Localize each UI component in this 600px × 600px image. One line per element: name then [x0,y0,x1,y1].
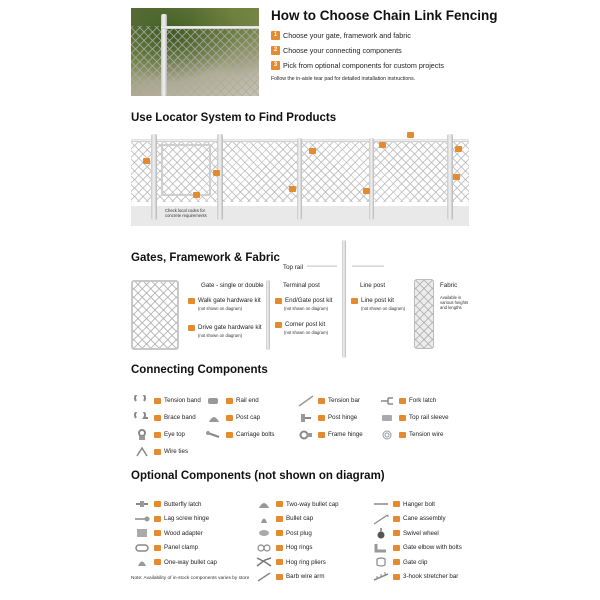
list-item [372,512,462,527]
locator-badge [393,545,400,551]
list-item [133,392,201,409]
locator-badge [393,574,400,580]
fabric-label: Fabric [440,282,458,289]
wire-ties-icon [133,446,151,458]
list-item [133,541,217,556]
post-plug-icon [255,527,273,539]
optional-col-2 [255,497,339,584]
locator-badge [399,398,406,404]
list-item [372,570,462,585]
item-label: Frame hinge [328,431,363,438]
end-gate-kit-label: End/Gate post kit [285,297,333,304]
page-title: How to Choose Chain Link Fencing [271,8,498,23]
bullet-cap-icon [255,513,273,525]
top-rail-image [307,265,337,267]
list-item [255,497,339,512]
locator-badge [399,415,406,421]
item-label: Panel clamp [164,544,199,552]
item-label: Post cap [236,414,261,421]
fabric-roll-image [414,279,434,349]
corner-post-kit-note: (not shown on diagram) [284,330,328,335]
top-rail-label: Top rail [283,264,303,271]
locator-badge [318,415,325,421]
step-2 [271,43,444,58]
list-item [133,526,217,541]
list-item [378,409,449,426]
locator-badge [318,432,325,438]
item-label: Cane assembly [403,515,446,523]
locator-badge [276,516,283,522]
locator-badge [154,559,161,565]
tension-wire-icon [378,429,396,441]
item-label: Top rail sleeve [409,414,449,421]
list-item [372,555,462,570]
locator-badge [154,432,161,438]
item-label: Gate elbow with bolts [403,544,462,552]
locator-badge [188,325,195,331]
eye-top-icon [133,429,151,441]
item-label: Wire ties [164,448,189,455]
fork-latch-icon [378,395,396,407]
list-item [255,512,339,527]
swivel-wheel-icon [372,527,390,539]
optional-title: Optional Components (not shown on diagram) [131,470,385,482]
locator-badge [276,574,283,580]
list-item [133,409,201,426]
list-item [133,426,201,443]
locator-badge [276,545,283,551]
list-item [133,555,217,570]
cane-assembly-icon [372,513,390,525]
list-item [297,409,363,426]
list-item [255,541,339,556]
terminal-post-label: Terminal post [283,282,320,289]
carriage-bolts-icon [205,429,223,441]
barb-wire-arm-icon [255,571,273,583]
stretcher-bar-icon [372,571,390,583]
list-item [133,512,217,527]
terminal-post-image [266,280,270,350]
connecting-col-3 [297,392,363,443]
gates-title: Gates, Framework & Fabric [131,252,280,264]
tension-bar-icon [297,395,315,407]
locator-badge [393,530,400,536]
locator-title: Use Locator System to Find Products [131,112,337,124]
line-post-kit [351,297,394,304]
line-post-label: Line post [360,282,386,289]
list-item [133,443,201,460]
lag-screw-hinge-icon [133,513,151,525]
item-label: One-way bullet cap [164,558,217,566]
locator-badge [154,415,161,421]
end-gate-kit [275,297,332,304]
item-label: Two-way bullet cap [286,500,339,508]
locator-badge [226,432,233,438]
locator-badge [318,398,325,404]
gate-clip-icon [372,556,390,568]
post-hinge-icon [297,412,315,424]
locator-badge [399,432,406,438]
list-item [255,526,339,541]
item-label: Barb wire arm [286,573,325,581]
locator-badge [226,398,233,404]
hog-rings-icon [255,542,273,554]
item-label: Lag screw hinge [164,515,210,523]
item-label: Hog ring pliers [286,558,326,566]
drive-gate-kit-note: (not shown on diagram) [198,333,242,338]
fence-diagram [131,130,469,226]
install-note: Follow the in-aisle tear pad for detailed installation instructions. [271,76,416,82]
top-rail-image-2 [352,265,384,267]
tension-band-icon [133,395,151,407]
step-number: 1 [271,31,280,40]
locator-badge [393,516,400,522]
list-item [378,426,449,443]
corner-post-kit-label: Corner post kit [285,321,326,328]
list-item [133,497,217,512]
butterfly-latch-icon [133,498,151,510]
step-number: 3 [271,61,280,70]
item-label: Fork latch [409,397,437,404]
walk-gate-kit-label: Walk gate hardware kit [198,297,261,304]
item-label: Tension band [164,397,201,404]
locator-badge [275,298,282,304]
item-label: Rail end [236,397,259,404]
top-rail-sleeve-icon [378,412,396,424]
optional-col-1 [133,497,217,570]
locator-badge [351,298,358,304]
step-text: Choose your gate, framework and fabric [283,31,411,40]
list-item [372,526,462,541]
step-3 [271,58,444,73]
rail-end-icon [205,395,223,407]
line-post-kit-note: (not shown on diagram) [361,306,405,311]
one-way-bullet-cap-icon [133,556,151,568]
step-1 [271,28,444,43]
locator-badge [275,322,282,328]
item-label: Post plug [286,529,312,537]
item-label: Tension wire [409,431,444,438]
item-label: Wood adapter [164,529,203,537]
locator-badge [154,530,161,536]
corner-post-kit [275,321,325,328]
item-label: Tension bar [328,397,360,404]
list-item [205,409,275,426]
drive-gate-kit [188,324,262,331]
locator-badge [393,559,400,565]
brace-band-icon [133,412,151,424]
locator-badge [226,415,233,421]
fabric-note-1: Available in [440,295,462,300]
two-way-bullet-cap-icon [255,498,273,510]
drive-gate-kit-label: Drive gate hardware kit [198,324,262,331]
connecting-col-2 [205,392,275,443]
gate-image [131,280,179,350]
hanger-bolt-icon [372,498,390,510]
item-label: Butterfly latch [164,500,202,508]
list-item [372,497,462,512]
steps-list [271,28,444,73]
locator-badge [154,516,161,522]
locator-badge [154,449,161,455]
gate-label: Gate - single or double [201,282,264,289]
item-label: Brace band [164,414,196,421]
walk-gate-kit [188,297,261,304]
gate-elbow-icon [372,542,390,554]
line-post-image [342,240,346,358]
step-number: 2 [271,46,280,55]
step-text: Choose your connecting components [283,46,402,55]
locator-badge [276,530,283,536]
list-item [205,426,275,443]
locator-badge [393,501,400,507]
locator-badge [188,298,195,304]
walk-gate-kit-note: (not shown on diagram) [198,306,242,311]
list-item [255,555,339,570]
locator-badge [276,559,283,565]
list-item [297,426,363,443]
hog-ring-pliers-icon [255,556,273,568]
line-post-kit-label: Line post kit [361,297,395,304]
list-item [297,392,363,409]
list-item [372,541,462,556]
locator-badge [276,501,283,507]
fence-photo [131,8,259,96]
list-item [255,570,339,585]
item-label: Carriage bolts [236,431,275,438]
item-label: 3-hook stretcher bar [403,573,459,581]
item-label: Post hinge [328,414,358,421]
frame-hinge-icon [297,429,315,441]
item-label: Hanger bolt [403,500,435,508]
item-label: Hog rings [286,544,313,552]
item-label: Gate clip [403,558,428,566]
item-label: Swivel wheel [403,529,439,537]
fabric-note-3: and lengths [440,305,462,310]
wood-adapter-icon [133,527,151,539]
post-cap-icon [205,412,223,424]
panel-clamp-icon [133,542,151,554]
locator-badge [154,398,161,404]
step-text: Pick from optional components for custom projects [283,61,444,70]
connecting-col-1 [133,392,201,460]
item-label: Eye top [164,431,185,438]
list-item [378,392,449,409]
availability-note: Note: Availability of in-stock components varies by store [131,576,250,581]
optional-col-3 [372,497,462,584]
fabric-note-2: various heights [440,300,469,305]
locator-badge [154,545,161,551]
locator-badge [154,501,161,507]
item-label: Bullet cap [286,515,314,523]
concrete-callout: Check local codes for concrete requirements [165,208,207,218]
end-gate-kit-note: (not shown on diagram) [284,306,328,311]
list-item [205,392,275,409]
connecting-col-4 [378,392,449,443]
connecting-title: Connecting Components [131,364,268,376]
